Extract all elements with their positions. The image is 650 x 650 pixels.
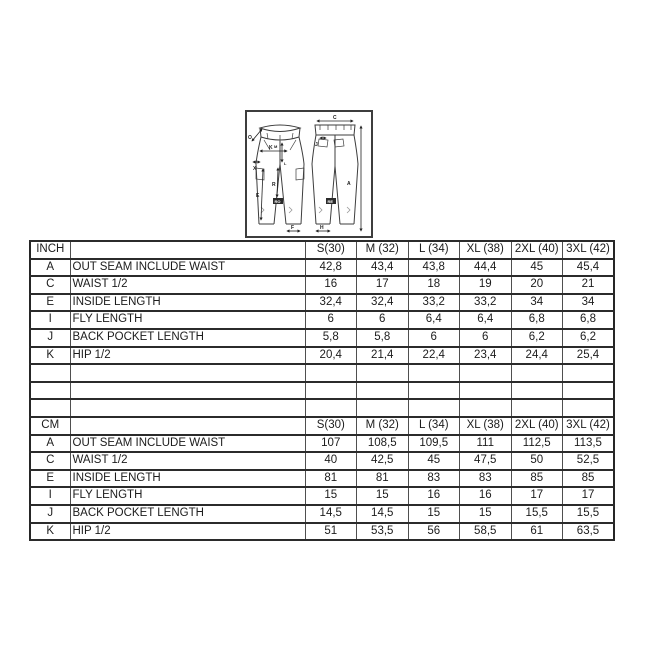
empty-cell: [357, 382, 409, 400]
empty-cell: [408, 364, 460, 382]
diagram-label-x: X: [253, 166, 257, 172]
empty-cell: [70, 364, 305, 382]
table-row: [30, 347, 614, 365]
row-value: 19: [460, 276, 512, 294]
row-value: 15: [460, 505, 512, 523]
row-value: 21: [563, 276, 615, 294]
row-value: 15,5: [563, 505, 615, 523]
table-row: [30, 487, 614, 505]
diagram-label-a: A: [347, 181, 351, 187]
empty-cell: [563, 364, 615, 382]
empty-cell: [70, 241, 305, 259]
row-value: 33,2: [460, 294, 512, 312]
row-value: 21,4: [357, 347, 409, 365]
table-row: [30, 452, 614, 470]
row-value: 6,4: [408, 311, 460, 329]
row-value: 20: [511, 276, 563, 294]
size-header: 2XL (40): [511, 417, 563, 435]
diagram-label-r: R: [272, 182, 276, 188]
row-code: I: [30, 311, 70, 329]
unit-label-cm: CM: [30, 417, 70, 435]
row-label: HIP 1/2: [70, 347, 305, 365]
row-value: 15: [408, 505, 460, 523]
row-value: 81: [357, 470, 409, 488]
row-value: 15,5: [511, 505, 563, 523]
row-value: 24,4: [511, 347, 563, 365]
row-code: C: [30, 452, 70, 470]
table-row: [30, 294, 614, 312]
size-header: S(30): [305, 241, 357, 259]
row-value: 107: [305, 435, 357, 453]
row-label: WAIST 1/2: [70, 452, 305, 470]
empty-cell: [408, 399, 460, 417]
empty-cell: [305, 382, 357, 400]
row-value: 42,8: [305, 259, 357, 277]
row-code: K: [30, 347, 70, 365]
empty-cell: [511, 399, 563, 417]
diagram-label-m: M: [274, 144, 278, 149]
empty-cell: [305, 399, 357, 417]
empty-cell: [511, 364, 563, 382]
row-value: 32,4: [357, 294, 409, 312]
row-value: 34: [563, 294, 615, 312]
diagram-label-ro: RO: [274, 198, 281, 204]
size-header: 2XL (40): [511, 241, 563, 259]
row-value: 6: [460, 329, 512, 347]
size-header: 3XL (42): [563, 417, 615, 435]
row-value: 40: [305, 452, 357, 470]
row-label: OUT SEAM INCLUDE WAIST: [70, 435, 305, 453]
cm-header-row: [30, 417, 614, 435]
row-value: 52,5: [563, 452, 615, 470]
row-value: 16: [460, 487, 512, 505]
empty-cell: [305, 364, 357, 382]
row-value: 6,2: [511, 329, 563, 347]
row-label: FLY LENGTH: [70, 311, 305, 329]
empty-cell: [357, 364, 409, 382]
row-value: 23,4: [460, 347, 512, 365]
row-code: K: [30, 523, 70, 541]
empty-cell: [460, 364, 512, 382]
table-row: [30, 329, 614, 347]
row-value: 20,4: [305, 347, 357, 365]
row-label: HIP 1/2: [70, 523, 305, 541]
row-code: J: [30, 505, 70, 523]
row-value: 17: [563, 487, 615, 505]
empty-cell: [563, 399, 615, 417]
row-value: 47,5: [460, 452, 512, 470]
row-value: 15: [305, 487, 357, 505]
row-value: 34: [511, 294, 563, 312]
row-label: WAIST 1/2: [70, 276, 305, 294]
row-value: 85: [563, 470, 615, 488]
empty-cell: [408, 382, 460, 400]
blank-row: [30, 364, 614, 382]
diagram-label-f: F: [291, 225, 295, 231]
row-value: 33,2: [408, 294, 460, 312]
row-value: 85: [511, 470, 563, 488]
diagram-label-j: J: [315, 142, 318, 148]
row-value: 6,2: [563, 329, 615, 347]
row-value: 6,8: [511, 311, 563, 329]
row-value: 32,4: [305, 294, 357, 312]
table-row: [30, 470, 614, 488]
empty-cell: [563, 382, 615, 400]
row-label: FLY LENGTH: [70, 487, 305, 505]
row-value: 113,5: [563, 435, 615, 453]
row-value: 17: [357, 276, 409, 294]
row-value: 17: [511, 487, 563, 505]
row-value: 6: [357, 311, 409, 329]
row-code: A: [30, 435, 70, 453]
row-label: OUT SEAM INCLUDE WAIST: [70, 259, 305, 277]
measurement-arrows: [252, 121, 361, 231]
row-code: E: [30, 470, 70, 488]
row-value: 5,8: [305, 329, 357, 347]
inch-header-row: [30, 241, 614, 259]
row-value: 43,4: [357, 259, 409, 277]
size-chart-table: [29, 240, 615, 541]
row-value: 63,5: [563, 523, 615, 541]
row-code: I: [30, 487, 70, 505]
row-value: 5,8: [357, 329, 409, 347]
row-value: 109,5: [408, 435, 460, 453]
row-value: 18: [408, 276, 460, 294]
empty-cell: [70, 417, 305, 435]
row-value: 42,5: [357, 452, 409, 470]
diagram-label-o: O: [248, 135, 252, 141]
row-value: 83: [460, 470, 512, 488]
table-row: [30, 435, 614, 453]
empty-cell: [30, 399, 70, 417]
row-value: 53,5: [357, 523, 409, 541]
row-value: 56: [408, 523, 460, 541]
empty-cell: [30, 364, 70, 382]
pants-back-outline: [312, 125, 358, 224]
row-value: 61: [511, 523, 563, 541]
empty-cell: [460, 399, 512, 417]
row-value: 108,5: [357, 435, 409, 453]
row-value: 22,4: [408, 347, 460, 365]
row-value: 15: [357, 487, 409, 505]
row-value: 111: [460, 435, 512, 453]
row-value: 44,4: [460, 259, 512, 277]
row-value: 83: [408, 470, 460, 488]
empty-cell: [30, 382, 70, 400]
row-value: 25,4: [563, 347, 615, 365]
diagram-label-k: K: [269, 145, 273, 151]
size-header: M (32): [357, 241, 409, 259]
empty-cell: [70, 399, 305, 417]
table-row: [30, 523, 614, 541]
empty-cell: [511, 382, 563, 400]
diagram-label-c: C: [333, 115, 337, 121]
row-value: 112,5: [511, 435, 563, 453]
size-header: M (32): [357, 417, 409, 435]
table-row: [30, 259, 614, 277]
pants-diagram-icon: [247, 112, 371, 236]
size-header: L (34): [408, 241, 460, 259]
diagram-label-re: RE: [327, 198, 334, 204]
row-value: 16: [408, 487, 460, 505]
empty-cell: [357, 399, 409, 417]
row-value: 43,8: [408, 259, 460, 277]
empty-cell: [70, 382, 305, 400]
diagram-label-e: E: [256, 193, 260, 199]
row-value: 14,5: [357, 505, 409, 523]
row-value: 45: [408, 452, 460, 470]
row-value: 58,5: [460, 523, 512, 541]
empty-cell: [460, 382, 512, 400]
row-label: INSIDE LENGTH: [70, 294, 305, 312]
size-header: XL (38): [460, 417, 512, 435]
table-row: [30, 276, 614, 294]
row-value: 16: [305, 276, 357, 294]
row-value: 45,4: [563, 259, 615, 277]
row-value: 6: [408, 329, 460, 347]
size-header: S(30): [305, 417, 357, 435]
blank-row: [30, 382, 614, 400]
row-label: BACK POCKET LENGTH: [70, 505, 305, 523]
unit-label-inch: INCH: [30, 241, 70, 259]
row-value: 50: [511, 452, 563, 470]
row-code: J: [30, 329, 70, 347]
table-row: [30, 311, 614, 329]
row-value: 45: [511, 259, 563, 277]
table-row: [30, 505, 614, 523]
row-value: 51: [305, 523, 357, 541]
row-value: 14,5: [305, 505, 357, 523]
pants-measurement-diagram: [245, 110, 373, 238]
size-header: L (34): [408, 417, 460, 435]
row-value: 6,4: [460, 311, 512, 329]
row-label: BACK POCKET LENGTH: [70, 329, 305, 347]
size-header: 3XL (42): [563, 241, 615, 259]
row-code: C: [30, 276, 70, 294]
row-value: 81: [305, 470, 357, 488]
blank-row: [30, 399, 614, 417]
row-code: A: [30, 259, 70, 277]
diagram-label-i: I: [284, 148, 286, 153]
row-value: 6,8: [563, 311, 615, 329]
diagram-label-l: L: [284, 161, 287, 166]
row-label: INSIDE LENGTH: [70, 470, 305, 488]
pants-front-outline: [256, 125, 304, 224]
row-code: E: [30, 294, 70, 312]
size-header: XL (38): [460, 241, 512, 259]
diagram-label-h: H: [320, 225, 324, 231]
row-value: 6: [305, 311, 357, 329]
